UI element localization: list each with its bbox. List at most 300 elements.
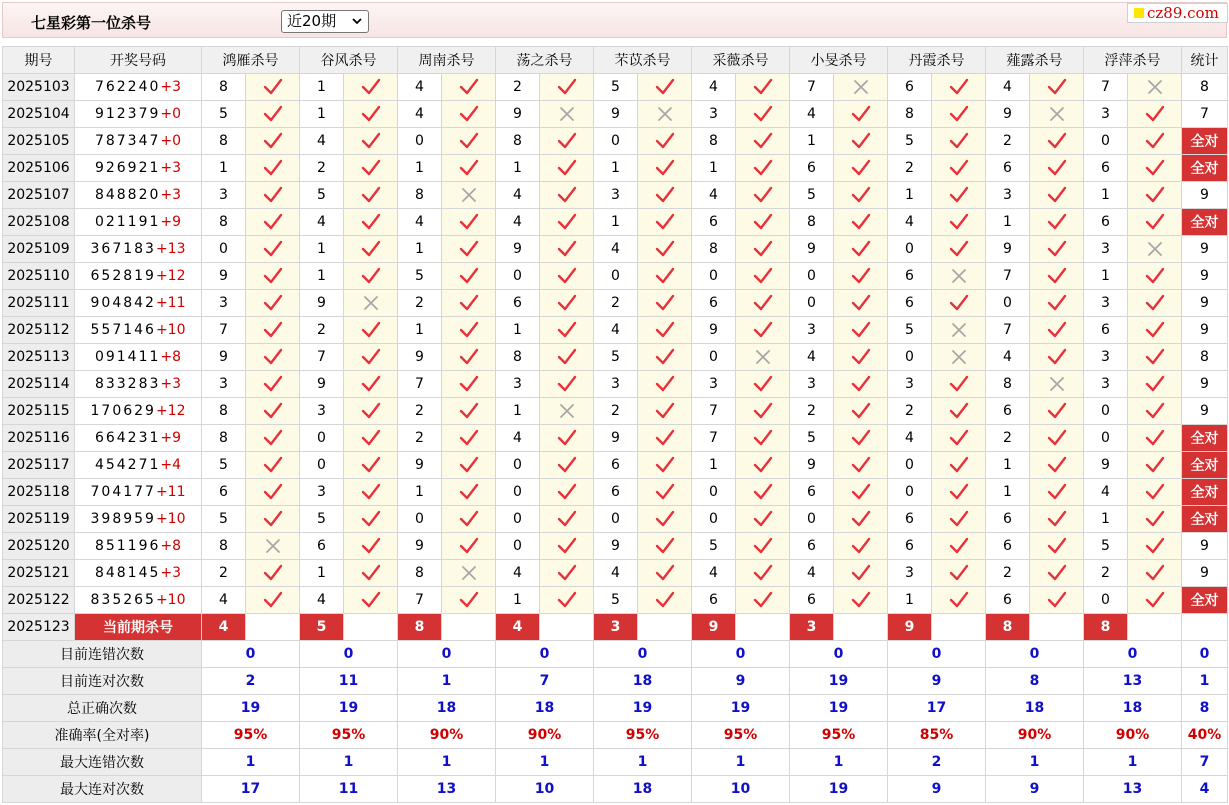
- check-icon: [442, 317, 496, 344]
- summary-value: 19: [790, 695, 888, 722]
- kill-number: 9: [1084, 452, 1128, 479]
- summary-value: 9: [692, 668, 790, 695]
- check-icon: [932, 587, 986, 614]
- cross-icon: [442, 182, 496, 209]
- stat-cell: [1182, 614, 1228, 641]
- kill-number: 6: [888, 533, 932, 560]
- summary-value: 0: [790, 641, 888, 668]
- draw-number-cell: [75, 506, 202, 533]
- draw-sum: +10: [155, 511, 186, 527]
- current-kill-number: 5: [300, 614, 344, 641]
- check-icon: [1128, 506, 1182, 533]
- kill-number: 9: [300, 371, 344, 398]
- check-icon: [736, 425, 790, 452]
- table-row: [3, 587, 1228, 614]
- summary-value: 1: [398, 668, 496, 695]
- kill-number: 0: [888, 479, 932, 506]
- kill-number: 9: [398, 533, 442, 560]
- kill-number: 1: [594, 155, 638, 182]
- summary-stat: 4: [1182, 776, 1228, 803]
- kill-number: 1: [692, 155, 736, 182]
- summary-value: 9: [888, 668, 986, 695]
- summary-row: [3, 776, 1228, 803]
- kill-number: 1: [986, 452, 1030, 479]
- cross-icon: [932, 263, 986, 290]
- current-kill-number: 8: [1084, 614, 1128, 641]
- summary-value: 18: [398, 695, 496, 722]
- kill-number: 5: [202, 452, 246, 479]
- kill-number: 9: [496, 236, 540, 263]
- check-icon: [638, 533, 692, 560]
- cross-icon: [736, 344, 790, 371]
- check-icon: [932, 506, 986, 533]
- kill-number: 3: [1084, 371, 1128, 398]
- check-icon: [638, 371, 692, 398]
- draw-digits: 926921: [94, 160, 161, 176]
- current-kill-spacer: [932, 614, 986, 641]
- kill-number: 2: [1084, 560, 1128, 587]
- stat-cell: 全对: [1182, 128, 1228, 155]
- kill-number: 0: [398, 506, 442, 533]
- cross-icon: [344, 290, 398, 317]
- summary-value: 90%: [1084, 722, 1182, 749]
- draw-sum: +12: [155, 403, 186, 419]
- draw-digits: 704177: [90, 484, 156, 500]
- check-icon: [344, 263, 398, 290]
- kill-number: 0: [594, 263, 638, 290]
- kill-number: 9: [594, 101, 638, 128]
- kill-number: 7: [692, 398, 736, 425]
- kill-number: 5: [594, 74, 638, 101]
- summary-value: 13: [1084, 776, 1182, 803]
- kill-number: 0: [986, 290, 1030, 317]
- draw-number-cell: [75, 128, 202, 155]
- summary-value: 2: [888, 749, 986, 776]
- check-icon: [344, 371, 398, 398]
- kill-number: 7: [398, 371, 442, 398]
- check-icon: [834, 560, 888, 587]
- kill-number: 0: [1084, 128, 1128, 155]
- period-cell: 2025111: [3, 290, 75, 317]
- check-icon: [638, 587, 692, 614]
- summary-value: 17: [888, 695, 986, 722]
- kill-number: 5: [300, 506, 344, 533]
- summary-value: 8: [986, 668, 1084, 695]
- check-icon: [834, 398, 888, 425]
- check-icon: [638, 263, 692, 290]
- kill-number: 6: [986, 398, 1030, 425]
- kill-number: 1: [300, 101, 344, 128]
- draw-sum: +4: [160, 457, 182, 473]
- kill-number: 4: [1084, 479, 1128, 506]
- check-icon: [834, 101, 888, 128]
- kill-number: 9: [790, 452, 834, 479]
- kill-number: 8: [202, 398, 246, 425]
- summary-value: 17: [202, 776, 300, 803]
- check-icon: [344, 182, 398, 209]
- kill-number: 3: [594, 371, 638, 398]
- check-icon: [540, 371, 594, 398]
- draw-sum: +3: [160, 376, 182, 392]
- check-icon: [442, 155, 496, 182]
- kill-number: 2: [300, 155, 344, 182]
- check-icon: [736, 398, 790, 425]
- summary-stat: 40%: [1182, 722, 1228, 749]
- kill-number: 9: [986, 236, 1030, 263]
- kill-number: 8: [202, 533, 246, 560]
- stat-cell: 9: [1182, 263, 1228, 290]
- kill-number: 6: [594, 452, 638, 479]
- current-kill-number: 3: [594, 614, 638, 641]
- check-icon: [540, 506, 594, 533]
- check-icon: [1128, 290, 1182, 317]
- table-header-row: [3, 47, 1228, 74]
- kill-number: 9: [594, 533, 638, 560]
- check-icon: [736, 263, 790, 290]
- check-icon: [442, 74, 496, 101]
- kill-number: 1: [496, 317, 540, 344]
- table-row: [3, 128, 1228, 155]
- check-icon: [638, 425, 692, 452]
- kill-number: 0: [594, 128, 638, 155]
- kill-number: 6: [790, 479, 834, 506]
- check-icon: [736, 128, 790, 155]
- draw-number-cell: [75, 101, 202, 128]
- check-icon: [344, 74, 398, 101]
- kill-number: 0: [1084, 398, 1128, 425]
- draw-sum: +12: [155, 268, 186, 284]
- kill-number: 1: [398, 479, 442, 506]
- check-icon: [932, 452, 986, 479]
- check-icon: [344, 587, 398, 614]
- summary-value: 95%: [790, 722, 888, 749]
- current-kill-spacer: [736, 614, 790, 641]
- current-kill-number: 8: [398, 614, 442, 641]
- table-row: [3, 425, 1228, 452]
- check-icon: [1030, 425, 1084, 452]
- kill-number: 3: [692, 371, 736, 398]
- check-icon: [1030, 506, 1084, 533]
- check-icon: [1128, 587, 1182, 614]
- stat-cell: 9: [1182, 371, 1228, 398]
- summary-stat: 1: [1182, 668, 1228, 695]
- current-kill-number: 8: [986, 614, 1030, 641]
- check-icon: [932, 236, 986, 263]
- period-cell: 2025123: [3, 614, 75, 641]
- check-icon: [246, 101, 300, 128]
- table-row: [3, 479, 1228, 506]
- kill-number: 6: [692, 290, 736, 317]
- check-icon: [246, 371, 300, 398]
- kill-number: 3: [1084, 236, 1128, 263]
- check-icon: [736, 290, 790, 317]
- summary-value: 18: [594, 776, 692, 803]
- kill-number: 5: [594, 344, 638, 371]
- check-icon: [932, 128, 986, 155]
- summary-value: 18: [594, 668, 692, 695]
- check-icon: [540, 533, 594, 560]
- check-icon: [1128, 371, 1182, 398]
- check-icon: [638, 128, 692, 155]
- current-kill-spacer: [246, 614, 300, 641]
- column-header: 丹霞杀号: [888, 47, 986, 74]
- check-icon: [442, 371, 496, 398]
- summary-label: 最大连对次数: [3, 776, 202, 803]
- kill-number: 7: [986, 317, 1030, 344]
- kill-number: 3: [986, 182, 1030, 209]
- check-icon: [1030, 560, 1084, 587]
- kill-number: 6: [888, 74, 932, 101]
- current-kill-number: 4: [202, 614, 246, 641]
- summary-value: 0: [986, 641, 1084, 668]
- draw-number-cell: [75, 236, 202, 263]
- kill-number: 8: [398, 182, 442, 209]
- check-icon: [246, 182, 300, 209]
- summary-stat: 7: [1182, 749, 1228, 776]
- stat-cell: 9: [1182, 182, 1228, 209]
- kill-number: 9: [202, 263, 246, 290]
- kill-number: 5: [300, 182, 344, 209]
- stat-cell: 9: [1182, 560, 1228, 587]
- current-kill-number: 4: [496, 614, 540, 641]
- check-icon: [246, 263, 300, 290]
- check-icon: [736, 182, 790, 209]
- kill-number: 1: [398, 236, 442, 263]
- check-icon: [736, 452, 790, 479]
- draw-number-cell: [75, 371, 202, 398]
- check-icon: [540, 317, 594, 344]
- summary-label: 目前连对次数: [3, 668, 202, 695]
- check-icon: [1030, 452, 1084, 479]
- kill-number: 4: [300, 587, 344, 614]
- check-icon: [736, 317, 790, 344]
- check-icon: [736, 155, 790, 182]
- kill-number: 4: [692, 560, 736, 587]
- kill-number: 8: [692, 236, 736, 263]
- kill-number: 2: [790, 398, 834, 425]
- check-icon: [1128, 533, 1182, 560]
- check-icon: [344, 425, 398, 452]
- check-icon: [834, 155, 888, 182]
- column-header: 芣苡杀号: [594, 47, 692, 74]
- check-icon: [1128, 452, 1182, 479]
- column-header: 鸿雁杀号: [202, 47, 300, 74]
- table-row: [3, 506, 1228, 533]
- check-icon: [932, 560, 986, 587]
- kill-number: 2: [888, 155, 932, 182]
- check-icon: [1030, 182, 1084, 209]
- column-header: 开奖号码: [75, 47, 202, 74]
- table-row: [3, 290, 1228, 317]
- check-icon: [1030, 290, 1084, 317]
- kill-number: 4: [398, 101, 442, 128]
- table-row: [3, 236, 1228, 263]
- kill-number: 6: [986, 587, 1030, 614]
- stat-cell: 9: [1182, 398, 1228, 425]
- kill-number: 6: [594, 479, 638, 506]
- table-row: [3, 209, 1228, 236]
- kill-number: 9: [496, 101, 540, 128]
- summary-value: 0: [1084, 641, 1182, 668]
- check-icon: [1030, 587, 1084, 614]
- kill-number: 9: [790, 236, 834, 263]
- summary-value: 90%: [986, 722, 1084, 749]
- summary-value: 11: [300, 776, 398, 803]
- summary-value: 90%: [496, 722, 594, 749]
- kill-number: 8: [202, 74, 246, 101]
- check-icon: [1128, 155, 1182, 182]
- check-icon: [344, 479, 398, 506]
- period-cell: 2025113: [3, 344, 75, 371]
- kill-number: 6: [1084, 155, 1128, 182]
- check-icon: [1030, 209, 1084, 236]
- summary-value: 19: [594, 695, 692, 722]
- check-icon: [638, 479, 692, 506]
- logo-text: cz89.com: [1147, 4, 1219, 22]
- table-row: [3, 398, 1228, 425]
- kill-number: 0: [692, 263, 736, 290]
- summary-value: 95%: [594, 722, 692, 749]
- check-icon: [638, 155, 692, 182]
- check-icon: [344, 155, 398, 182]
- check-icon: [1128, 479, 1182, 506]
- draw-sum: +3: [160, 79, 182, 95]
- stat-cell: 全对: [1182, 452, 1228, 479]
- kill-number: 8: [202, 425, 246, 452]
- summary-value: 0: [300, 641, 398, 668]
- check-icon: [246, 479, 300, 506]
- kill-number: 0: [300, 452, 344, 479]
- kill-number: 8: [692, 128, 736, 155]
- page-title: 七星彩第一位杀号: [31, 14, 152, 32]
- kill-number: 8: [202, 128, 246, 155]
- kill-number: 1: [300, 560, 344, 587]
- summary-label: 准确率(全对率): [3, 722, 202, 749]
- kill-number: 2: [398, 398, 442, 425]
- table-row: [3, 317, 1228, 344]
- period-cell: 2025103: [3, 74, 75, 101]
- cross-icon: [1128, 74, 1182, 101]
- draw-sum: +8: [160, 538, 182, 554]
- kill-number: 3: [790, 371, 834, 398]
- summary-value: 9: [986, 776, 1084, 803]
- draw-digits: 787347: [94, 133, 161, 149]
- summary-value: 10: [692, 776, 790, 803]
- summary-value: 95%: [202, 722, 300, 749]
- check-icon: [1030, 236, 1084, 263]
- draw-digits: 835265: [90, 592, 156, 608]
- kill-number: 9: [594, 425, 638, 452]
- check-icon: [736, 560, 790, 587]
- kill-number: 6: [1084, 317, 1128, 344]
- check-icon: [442, 533, 496, 560]
- current-kill-spacer: [1128, 614, 1182, 641]
- summary-label: 最大连错次数: [3, 749, 202, 776]
- check-icon: [736, 74, 790, 101]
- table-row: [3, 182, 1228, 209]
- kill-number: 4: [986, 74, 1030, 101]
- current-kill-spacer: [1030, 614, 1084, 641]
- check-icon: [932, 371, 986, 398]
- period-select[interactable]: [281, 10, 369, 33]
- kill-number: 1: [398, 317, 442, 344]
- kill-number: 2: [986, 425, 1030, 452]
- cross-icon: [540, 101, 594, 128]
- cross-icon: [932, 317, 986, 344]
- draw-digits: 848820: [94, 187, 161, 203]
- check-icon: [344, 236, 398, 263]
- check-icon: [638, 74, 692, 101]
- check-icon: [834, 317, 888, 344]
- header-bar: [2, 2, 1227, 38]
- check-icon: [442, 101, 496, 128]
- kill-number: 7: [1084, 74, 1128, 101]
- draw-number-cell: [75, 533, 202, 560]
- kill-number: 5: [1084, 533, 1128, 560]
- check-icon: [638, 506, 692, 533]
- kill-number: 2: [888, 398, 932, 425]
- check-icon: [246, 209, 300, 236]
- kill-number: 5: [398, 263, 442, 290]
- check-icon: [246, 74, 300, 101]
- site-logo[interactable]: [1127, 3, 1228, 23]
- kill-number: 1: [1084, 263, 1128, 290]
- check-icon: [1128, 425, 1182, 452]
- kill-number: 1: [692, 452, 736, 479]
- check-icon: [442, 263, 496, 290]
- check-icon: [834, 425, 888, 452]
- check-icon: [638, 398, 692, 425]
- draw-digits: 398959: [90, 511, 156, 527]
- summary-value: 10: [496, 776, 594, 803]
- draw-digits: 848145: [94, 565, 161, 581]
- check-icon: [638, 236, 692, 263]
- kill-number: 4: [790, 344, 834, 371]
- period-cell: 2025106: [3, 155, 75, 182]
- draw-number-cell: [75, 155, 202, 182]
- current-kill-spacer: [638, 614, 692, 641]
- check-icon: [540, 425, 594, 452]
- table-row: [3, 344, 1228, 371]
- draw-digits: 454271: [94, 457, 161, 473]
- current-kill-number: 3: [790, 614, 834, 641]
- kill-number: 0: [692, 479, 736, 506]
- kill-number: 6: [300, 533, 344, 560]
- check-icon: [246, 128, 300, 155]
- summary-value: 1: [986, 749, 1084, 776]
- check-icon: [442, 344, 496, 371]
- kill-number: 2: [594, 398, 638, 425]
- check-icon: [442, 290, 496, 317]
- kill-number: 2: [300, 317, 344, 344]
- kill-number: 5: [202, 506, 246, 533]
- kill-number: 3: [202, 182, 246, 209]
- stat-cell: 全对: [1182, 155, 1228, 182]
- draw-number-cell: [75, 290, 202, 317]
- check-icon: [1030, 533, 1084, 560]
- kill-number: 7: [398, 587, 442, 614]
- cross-icon: [638, 101, 692, 128]
- check-icon: [638, 209, 692, 236]
- period-cell: 2025107: [3, 182, 75, 209]
- summary-value: 19: [790, 668, 888, 695]
- cross-icon: [1030, 371, 1084, 398]
- check-icon: [932, 533, 986, 560]
- stat-cell: 全对: [1182, 479, 1228, 506]
- check-icon: [540, 209, 594, 236]
- summary-value: 0: [496, 641, 594, 668]
- kill-number: 0: [888, 344, 932, 371]
